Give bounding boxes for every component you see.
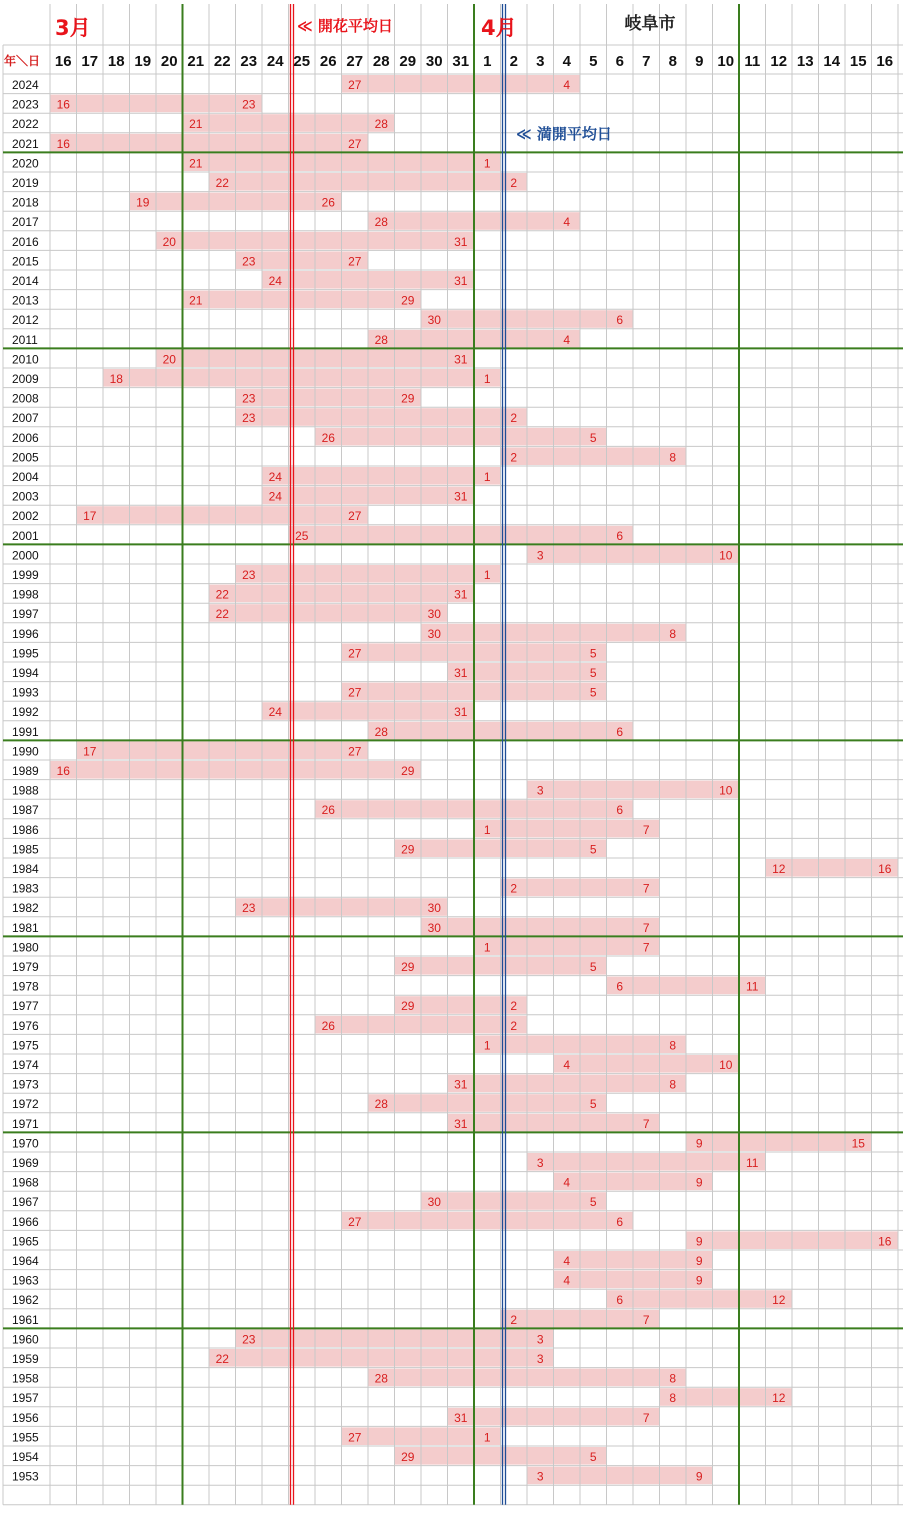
day-tick-label: 6 (615, 53, 624, 70)
year-label-2007: 2007 (12, 411, 39, 426)
year-label-1956: 1956 (12, 1410, 39, 1425)
full-bloom-end-label: 9 (695, 1273, 703, 1288)
bloom-start-label: 26 (321, 803, 335, 818)
bloom-start-label: 22 (215, 176, 229, 190)
bloom-start-label: 18 (109, 372, 123, 386)
day-tick-label: 28 (372, 53, 390, 70)
year-label-1962: 1962 (12, 1293, 39, 1308)
day-tick-label: 10 (717, 53, 735, 70)
full-bloom-end-label: 7 (642, 881, 650, 896)
full-bloom-end-label: 6 (616, 313, 624, 328)
full-bloom-end-label: 31 (454, 587, 468, 602)
year-label-2019: 2019 (12, 176, 39, 190)
bloom-bar-2013 (183, 291, 422, 309)
full-bloom-end-label: 30 (427, 607, 441, 622)
full-bloom-end-label: 9 (695, 1175, 703, 1190)
bloom-start-label: 29 (401, 960, 415, 974)
bloom-start-label: 16 (56, 97, 70, 112)
full-bloom-average-label: ≪ 満開平均日 (516, 125, 612, 143)
full-bloom-end-label: 9 (695, 1469, 703, 1484)
year-label-1963: 1963 (12, 1273, 39, 1288)
full-bloom-end-label: 12 (772, 1293, 786, 1308)
year-label-1973: 1973 (12, 1077, 39, 1092)
day-tick-label: 14 (823, 53, 841, 70)
year-label-1978: 1978 (12, 979, 39, 994)
year-label-1983: 1983 (12, 881, 39, 896)
bloom-start-label: 28 (374, 215, 388, 230)
year-label-1990: 1990 (12, 744, 39, 759)
year-label-2023: 2023 (12, 97, 39, 112)
full-bloom-end-label: 23 (242, 97, 256, 112)
full-bloom-end-label: 8 (669, 626, 677, 641)
full-bloom-end-label: 3 (536, 1352, 544, 1366)
day-tick-label: 13 (796, 53, 814, 70)
bloom-bar-1969 (527, 1153, 766, 1171)
bloom-start-label: 2 (510, 450, 518, 465)
bloom-start-label: 22 (215, 1352, 229, 1366)
full-bloom-end-label: 5 (589, 1195, 597, 1210)
day-tick-label: 24 (266, 53, 284, 70)
bloom-start-label: 27 (348, 1214, 362, 1229)
bloom-bar-1970 (686, 1133, 872, 1151)
day-tick-label: 8 (668, 53, 677, 70)
year-label-2013: 2013 (12, 293, 39, 308)
full-bloom-end-label: 9 (695, 1254, 703, 1268)
day-tick-label: 26 (319, 53, 337, 70)
year-label-1998: 1998 (12, 587, 39, 602)
full-bloom-end-label: 6 (616, 803, 624, 818)
day-tick-label: 2 (509, 53, 518, 70)
day-tick-label: 1 (483, 53, 492, 70)
year-label-2022: 2022 (12, 117, 39, 132)
year-label-1961: 1961 (12, 1312, 39, 1327)
full-bloom-end-label: 2 (510, 999, 518, 1014)
bloom-start-label: 22 (215, 587, 229, 602)
bloom-bar-1962 (607, 1290, 793, 1308)
bloom-start-label: 16 (56, 764, 70, 778)
bloom-start-label: 3 (536, 783, 544, 798)
bloom-start-label: 20 (162, 234, 176, 249)
year-label-2021: 2021 (12, 136, 39, 151)
full-bloom-end-label: 27 (348, 136, 362, 151)
bloom-start-label: 21 (189, 293, 203, 308)
day-tick-label: 20 (160, 53, 178, 70)
bloom-start-label: 23 (242, 411, 256, 426)
full-bloom-end-label: 28 (374, 117, 388, 132)
bloom-bar-1959 (209, 1349, 554, 1367)
full-bloom-end-label: 29 (401, 764, 415, 778)
year-label-2016: 2016 (12, 234, 39, 249)
day-tick-label: 18 (107, 53, 125, 70)
full-bloom-end-label: 7 (642, 940, 650, 955)
full-bloom-end-label: 6 (616, 724, 624, 739)
full-bloom-end-label: 4 (563, 215, 571, 230)
year-label-1996: 1996 (12, 626, 39, 641)
full-bloom-end-label: 5 (589, 685, 597, 700)
full-bloom-end-label: 15 (851, 1136, 865, 1151)
full-bloom-end-label: 7 (642, 1410, 650, 1425)
full-bloom-end-label: 26 (321, 195, 335, 210)
full-bloom-end-label: 7 (642, 1312, 650, 1327)
bloom-start-label: 12 (772, 862, 786, 876)
bloom-start-label: 26 (321, 1018, 335, 1033)
bloom-start-label: 25 (295, 528, 309, 543)
year-label-1958: 1958 (12, 1371, 39, 1386)
year-label-1997: 1997 (12, 607, 39, 622)
bloom-start-label: 30 (427, 313, 441, 328)
full-bloom-end-label: 11 (746, 1156, 759, 1170)
day-tick-label: 30 (425, 53, 443, 70)
full-bloom-end-label: 2 (510, 411, 518, 426)
bloom-bar-1997 (209, 604, 448, 622)
year-label-1987: 1987 (12, 803, 39, 818)
year-label-2004: 2004 (12, 470, 39, 484)
year-label-2009: 2009 (12, 372, 39, 386)
bloom-start-label: 3 (536, 548, 544, 563)
bloom-start-label: 27 (348, 646, 362, 661)
year-label-1989: 1989 (12, 764, 39, 778)
bloom-start-label: 31 (454, 666, 468, 680)
bloom-start-label: 1 (483, 940, 491, 955)
bloom-start-label: 4 (563, 1175, 571, 1190)
bloom-bar-1967 (421, 1192, 607, 1210)
full-bloom-end-label: 1 (483, 1430, 491, 1445)
bloom-start-label: 24 (268, 705, 282, 720)
full-bloom-end-label: 31 (454, 234, 468, 249)
bloom-bar-1980 (474, 937, 660, 955)
bloom-bar-1974 (554, 1055, 740, 1073)
bloom-start-label: 24 (268, 489, 282, 504)
day-tick-label: 23 (240, 53, 258, 70)
bloom-start-label: 22 (215, 607, 229, 622)
year-label-1970: 1970 (12, 1136, 39, 1151)
full-bloom-end-label: 31 (454, 705, 468, 720)
full-bloom-end-label: 31 (454, 274, 468, 288)
year-label-1967: 1967 (12, 1195, 39, 1210)
full-bloom-end-label: 10 (719, 783, 733, 798)
year-label-1991: 1991 (12, 724, 39, 739)
bloom-start-label: 8 (669, 1391, 677, 1406)
year-label-1975: 1975 (12, 1038, 39, 1053)
full-bloom-end-label: 30 (427, 901, 441, 916)
full-bloom-end-label: 16 (878, 1234, 892, 1249)
full-bloom-end-label: 1 (483, 372, 491, 386)
day-tick-label: 12 (770, 53, 788, 70)
year-label-1994: 1994 (12, 666, 39, 680)
bloom-start-label: 27 (348, 78, 362, 92)
bloom-start-label: 2 (510, 1312, 518, 1327)
year-label-2014: 2014 (12, 274, 39, 288)
bloom-start-label: 29 (401, 999, 415, 1014)
year-label-1980: 1980 (12, 940, 39, 955)
full-bloom-end-label: 8 (669, 450, 677, 465)
full-bloom-end-label: 5 (589, 960, 597, 974)
bloom-start-label: 31 (454, 1077, 468, 1092)
bloom-start-label: 19 (136, 195, 150, 210)
city-title: 岐阜市 (624, 14, 676, 34)
bloom-start-label: 16 (56, 136, 70, 151)
full-bloom-end-label: 27 (348, 254, 362, 269)
year-label-1966: 1966 (12, 1214, 39, 1229)
year-label-2015: 2015 (12, 254, 39, 269)
year-label-1981: 1981 (12, 920, 39, 935)
bloom-start-label: 3 (536, 1156, 544, 1170)
bloom-start-label: 20 (162, 352, 176, 367)
bloom-start-label: 28 (374, 1371, 388, 1386)
year-label-1995: 1995 (12, 646, 39, 661)
day-tick-label: 16 (876, 53, 894, 70)
bloom-start-label: 24 (268, 274, 282, 288)
bloom-bar-1990 (77, 741, 369, 759)
bloom-start-label: 24 (268, 470, 282, 484)
year-label-2003: 2003 (12, 489, 39, 504)
bloom-start-label: 21 (189, 156, 203, 171)
day-tick-label: 16 (54, 53, 72, 70)
year-label-1993: 1993 (12, 685, 39, 700)
day-tick-label: 21 (187, 53, 205, 70)
day-tick-label: 19 (134, 53, 152, 70)
year-label-1984: 1984 (12, 862, 39, 876)
full-bloom-end-label: 5 (589, 666, 597, 680)
bloom-start-label: 9 (695, 1234, 703, 1249)
day-tick-label: 29 (399, 53, 417, 70)
full-bloom-end-label: 31 (454, 489, 468, 504)
full-bloom-end-label: 5 (589, 1097, 597, 1112)
bloom-start-label: 27 (348, 1430, 362, 1445)
bloom-start-label: 3 (536, 1469, 544, 1484)
year-label-1977: 1977 (12, 999, 39, 1014)
year-label-1969: 1969 (12, 1156, 39, 1170)
bloom-start-label: 2 (510, 881, 518, 896)
bloom-bar-2024 (342, 75, 581, 93)
bloom-bar-2006 (315, 428, 607, 446)
year-label-1965: 1965 (12, 1234, 39, 1249)
bloom-bar-1986 (474, 820, 660, 838)
day-tick-label: 25 (293, 53, 311, 70)
year-label-1957: 1957 (12, 1391, 39, 1406)
full-bloom-end-label: 1 (483, 470, 491, 484)
bloom-average-label: ≪ 開花平均日 (297, 17, 393, 35)
bloom-bar-2009 (103, 369, 501, 387)
year-label-2005: 2005 (12, 450, 39, 465)
bloom-start-label: 4 (563, 1254, 571, 1268)
bloom-start-label: 30 (427, 920, 441, 935)
year-label-1976: 1976 (12, 1018, 39, 1033)
bloom-start-label: 6 (616, 1293, 624, 1308)
bloom-bar-1953 (527, 1467, 713, 1485)
year-label-1982: 1982 (12, 901, 39, 916)
full-bloom-end-label: 16 (878, 862, 892, 876)
year-label-2000: 2000 (12, 548, 39, 563)
day-tick-label: 7 (642, 53, 651, 70)
full-bloom-end-label: 31 (454, 352, 468, 367)
year-label-1971: 1971 (12, 1116, 39, 1131)
day-tick-label: 3 (536, 53, 545, 70)
bloom-bar-1972 (368, 1094, 607, 1112)
bloom-start-label: 26 (321, 430, 335, 445)
bloom-start-label: 31 (454, 1116, 468, 1131)
bloom-start-label: 29 (401, 1450, 415, 1464)
april-label: 4月 (481, 16, 517, 40)
year-label-1992: 1992 (12, 705, 39, 720)
bloom-bar-2004 (262, 467, 501, 485)
year-label-2020: 2020 (12, 156, 39, 171)
bloom-start-label: 23 (242, 1332, 256, 1347)
bloom-start-label: 1 (483, 822, 491, 837)
year-label-1985: 1985 (12, 842, 39, 857)
full-bloom-end-label: 8 (669, 1371, 677, 1386)
day-tick-label: 22 (213, 53, 231, 70)
full-bloom-end-label: 2 (510, 176, 518, 190)
bloom-bar-2007 (236, 408, 528, 426)
year-label-2010: 2010 (12, 352, 39, 367)
corner-label: 年＼日 (4, 54, 41, 68)
full-bloom-end-label: 1 (483, 568, 491, 582)
bloom-bar-1973 (448, 1075, 687, 1093)
bloom-start-label: 23 (242, 901, 256, 916)
bloom-start-label: 23 (242, 568, 256, 582)
bloom-start-label: 30 (427, 1195, 441, 1210)
bloom-bar-2005 (501, 447, 687, 465)
full-bloom-end-label: 10 (719, 548, 733, 563)
full-bloom-end-label: 4 (563, 78, 571, 92)
day-tick-label: 9 (695, 53, 704, 70)
day-tick-label: 15 (849, 53, 867, 70)
full-bloom-end-label: 7 (642, 822, 650, 837)
bloom-start-label: 27 (348, 685, 362, 700)
full-bloom-end-label: 7 (642, 920, 650, 935)
year-label-1974: 1974 (12, 1058, 39, 1072)
full-bloom-end-label: 4 (563, 332, 571, 347)
bloom-start-label: 28 (374, 332, 388, 347)
full-bloom-end-label: 6 (616, 1214, 624, 1229)
bloom-start-label: 31 (454, 1410, 468, 1425)
bloom-start-label: 17 (83, 744, 97, 759)
year-label-2002: 2002 (12, 509, 39, 524)
full-bloom-end-label: 6 (616, 528, 624, 543)
bloom-start-label: 17 (83, 509, 97, 524)
full-bloom-end-label: 11 (746, 979, 759, 994)
year-label-1979: 1979 (12, 960, 39, 974)
day-tick-label: 17 (81, 53, 99, 70)
bloom-start-label: 21 (189, 117, 203, 132)
bloom-start-label: 9 (695, 1136, 703, 1151)
march-label: 3月 (55, 16, 91, 40)
year-label-1972: 1972 (12, 1097, 39, 1112)
year-label-2018: 2018 (12, 195, 39, 210)
full-bloom-end-label: 27 (348, 744, 362, 759)
day-tick-label: 11 (744, 53, 761, 70)
year-label-1953: 1953 (12, 1469, 39, 1484)
day-tick-label: 27 (346, 53, 364, 70)
bloom-bar-1966 (342, 1212, 634, 1230)
year-label-2012: 2012 (12, 313, 39, 328)
year-label-2024: 2024 (12, 78, 39, 92)
full-bloom-end-label: 12 (772, 1391, 786, 1406)
year-label-1954: 1954 (12, 1450, 39, 1464)
bloom-start-label: 23 (242, 254, 256, 269)
year-label-1968: 1968 (12, 1175, 39, 1190)
bloom-start-label: 23 (242, 391, 256, 406)
bloom-bar-2002 (77, 506, 369, 524)
year-label-1986: 1986 (12, 822, 39, 837)
year-label-1959: 1959 (12, 1352, 39, 1366)
year-label-1955: 1955 (12, 1430, 39, 1445)
year-label-1999: 1999 (12, 568, 39, 582)
bloom-start-label: 1 (483, 1038, 491, 1053)
full-bloom-end-label: 5 (589, 646, 597, 661)
year-label-1960: 1960 (12, 1332, 39, 1347)
full-bloom-end-label: 5 (589, 1450, 597, 1464)
bloom-bar-2001 (289, 526, 634, 544)
full-bloom-end-label: 2 (510, 1018, 518, 1033)
full-bloom-end-label: 8 (669, 1038, 677, 1053)
bloom-start-label: 29 (401, 842, 415, 857)
full-bloom-end-label: 27 (348, 509, 362, 524)
full-bloom-end-label: 3 (536, 1332, 544, 1347)
full-bloom-end-label: 29 (401, 293, 415, 308)
bloom-start-label: 4 (563, 1273, 571, 1288)
full-bloom-end-label: 7 (642, 1116, 650, 1131)
full-bloom-end-label: 29 (401, 391, 415, 406)
year-label-2008: 2008 (12, 391, 39, 406)
bloom-bar-2008 (236, 389, 422, 407)
year-label-2017: 2017 (12, 215, 39, 230)
bloom-start-label: 4 (563, 1058, 571, 1072)
day-tick-label: 4 (562, 53, 571, 70)
year-label-2011: 2011 (12, 332, 38, 347)
full-bloom-end-label: 8 (669, 1077, 677, 1092)
day-tick-label: 5 (589, 53, 598, 70)
day-tick-label: 31 (452, 53, 470, 70)
year-label-2001: 2001 (12, 528, 39, 543)
bloom-start-label: 28 (374, 1097, 388, 1112)
bloom-start-label: 28 (374, 724, 388, 739)
year-label-1964: 1964 (12, 1254, 39, 1268)
bloom-bar-1981 (421, 918, 660, 936)
year-label-2006: 2006 (12, 430, 39, 445)
full-bloom-end-label: 1 (483, 156, 491, 171)
full-bloom-end-label: 5 (589, 842, 597, 857)
full-bloom-end-label: 10 (719, 1058, 733, 1072)
full-bloom-end-label: 5 (589, 430, 597, 445)
bloom-start-label: 30 (427, 626, 441, 641)
bloom-start-label: 6 (616, 979, 624, 994)
year-label-1988: 1988 (12, 783, 39, 798)
